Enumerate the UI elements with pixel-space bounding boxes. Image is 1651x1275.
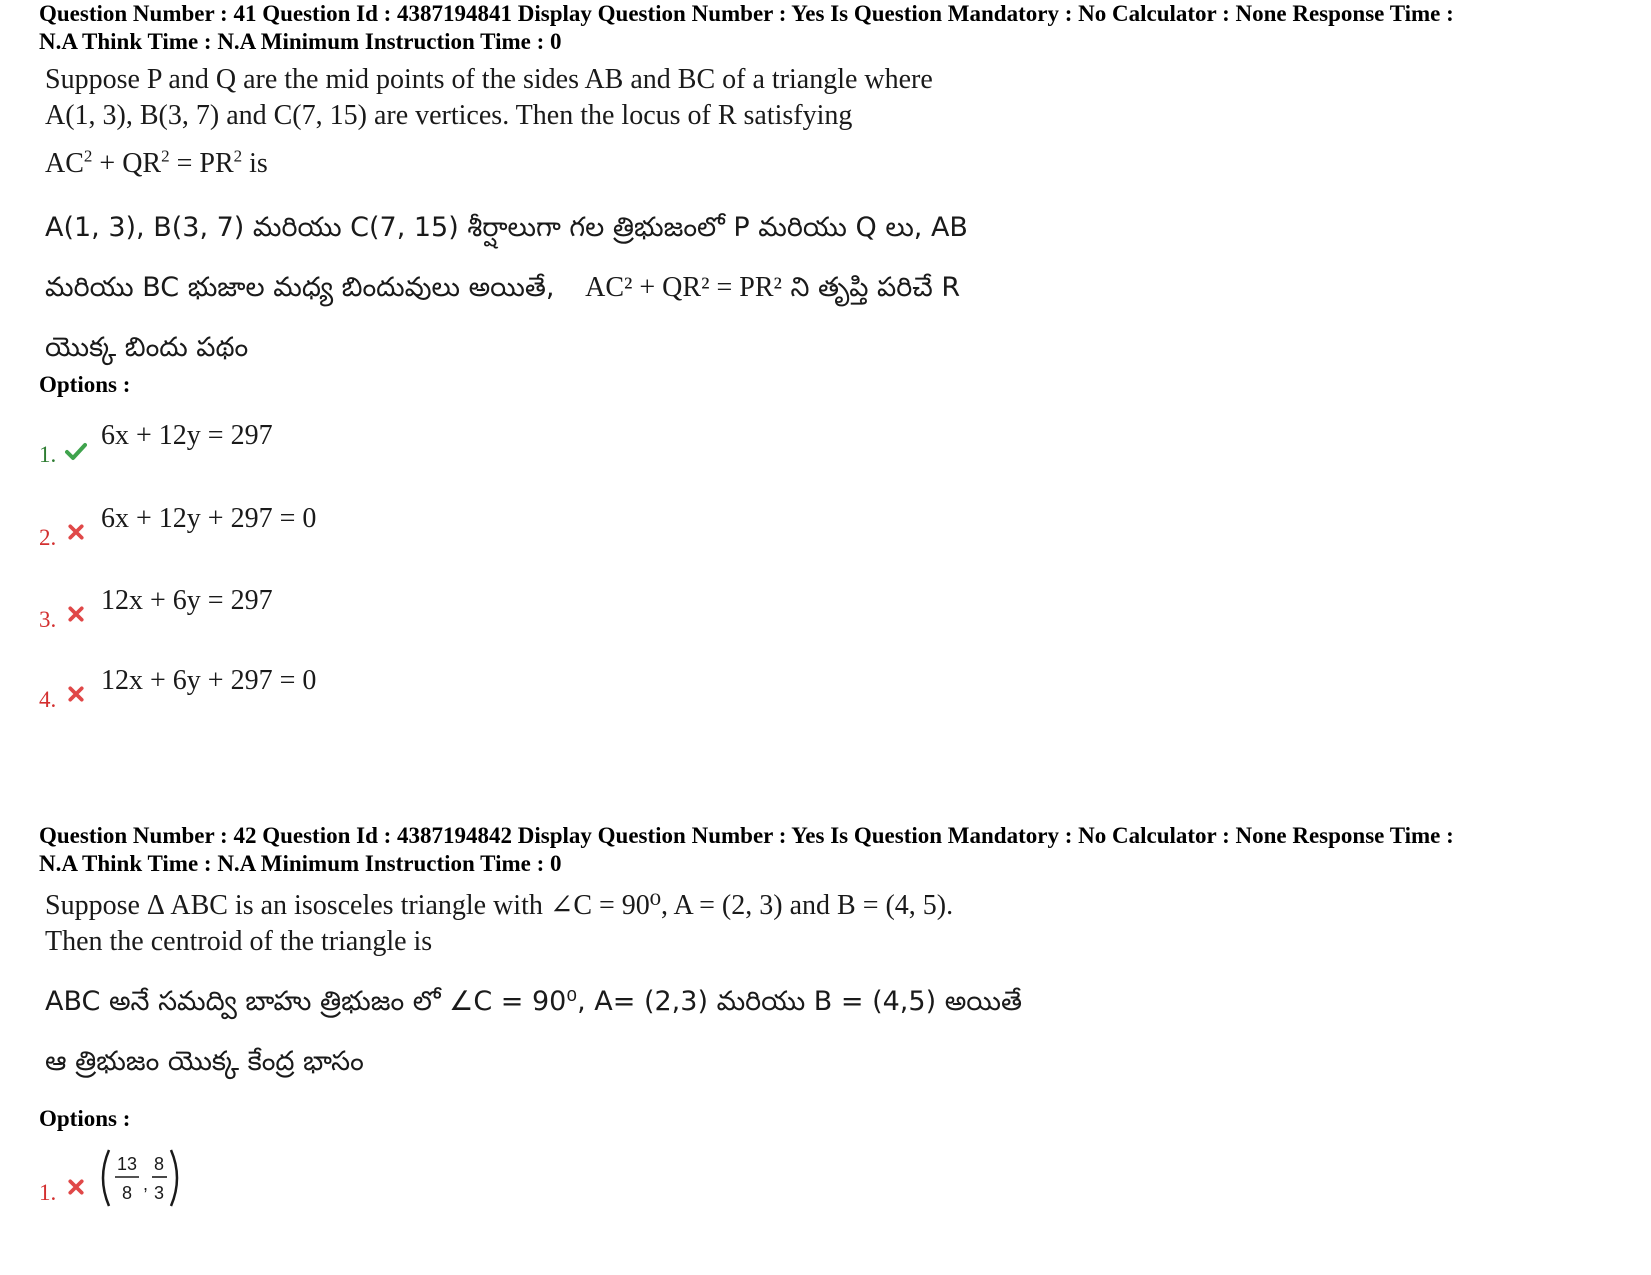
option-number: 4. xyxy=(39,687,57,712)
eq-ac: AC xyxy=(45,148,84,179)
q41-meta-line2: N.A Think Time : N.A Minimum Instruction Time : 0 xyxy=(39,29,562,54)
q41-telugu-line3: యొక్క బిందు పథం xyxy=(45,332,249,363)
q41-option-4[interactable] xyxy=(39,665,639,715)
eq-sq1: 2 xyxy=(83,146,93,166)
check-icon xyxy=(65,440,87,462)
fraction-comma: , xyxy=(143,1174,149,1194)
q41-option-3[interactable] xyxy=(39,585,639,635)
option-text: 12x + 6y = 297 xyxy=(101,585,273,616)
q41-meta-line1: Question Number : 41 Question Id : 4387194841 Display Question Number : Yes Is Question Mandatory : No Calculator : None Response Time : xyxy=(39,1,1454,26)
q41-english-text xyxy=(45,62,1145,182)
q41-option-2[interactable] xyxy=(39,503,639,553)
q42-meta-line2: N.A Think Time : N.A Minimum Instruction Time : 0 xyxy=(39,851,562,876)
te-line2-a: మరియు BC భుజాల మధ్య బిందువులు అయితే, xyxy=(45,272,555,303)
option-number: 1. xyxy=(39,442,57,467)
q41-options-label: Options : xyxy=(39,372,131,397)
option-number: 3. xyxy=(39,607,57,632)
q42-meta-line1: Question Number : 42 Question Id : 4387194842 Display Question Number : Yes Is Question Mandatory : No Calculator : None Response Time : xyxy=(39,823,1454,848)
option-text: 6x + 12y = 297 xyxy=(101,420,273,451)
eq-is: is xyxy=(242,148,268,179)
eq-pr: = PR xyxy=(169,148,234,179)
cross-icon xyxy=(67,605,85,623)
option-number: 2. xyxy=(39,525,57,550)
q41-telugu-line2 xyxy=(45,270,1145,306)
q42-options-label: Options : xyxy=(39,1106,131,1131)
q41-en-line1: Suppose P and Q are the mid points of the sides AB and BC of a triangle where xyxy=(45,64,933,95)
q42-english-text xyxy=(45,888,1145,960)
cross-icon xyxy=(67,523,85,541)
q42-meta xyxy=(39,822,1629,878)
q42-option-1[interactable] xyxy=(39,1152,639,1222)
te-line2-b: ని తృప్తి పరిచే R xyxy=(781,272,961,303)
fraction-b-denominator: 3 xyxy=(153,1183,165,1203)
eq-sq3: 2 xyxy=(233,146,243,166)
te-line2-eq: AC² + QR² = PR² xyxy=(585,272,782,303)
fraction-pair xyxy=(97,1146,187,1210)
q41-meta xyxy=(39,0,1629,56)
eq-qr: + QR xyxy=(92,148,162,179)
q41-equation xyxy=(45,146,1145,182)
q42-en-line1: Suppose Δ ABC is an isosceles triangle with ∠C = 90⁰, A = (2, 3) and B = (4, 5). xyxy=(45,890,954,921)
q42-telugu-line2: ఆ త్రిభుజం యొక్క కేంద్ర భాసం xyxy=(45,1046,364,1077)
cross-icon xyxy=(67,685,85,703)
q42-telugu-line1: ABC అనే సమద్వి బాహు త్రిభుజం లో ∠C = 90⁰, A= (2,3) మరియు B = (4,5) అయితే xyxy=(45,986,1023,1017)
fraction-a-numerator: 13 xyxy=(116,1154,138,1174)
q41-telugu-line1: A(1, 3), B(3, 7) మరియు C(7, 15) శీర్షాలుగా గల త్రిభుజంలో P మరియు Q లు, AB xyxy=(45,212,968,243)
fraction-b-numerator: 8 xyxy=(153,1154,165,1174)
q41-option-1[interactable] xyxy=(39,420,639,470)
option-text: 12x + 6y + 297 = 0 xyxy=(101,665,317,696)
option-text: 6x + 12y + 297 = 0 xyxy=(101,503,317,534)
q41-en-line2: A(1, 3), B(3, 7) and C(7, 15) are vertices. Then the locus of R satisfying xyxy=(45,100,853,131)
fraction-a-denominator: 8 xyxy=(121,1183,133,1203)
q42-en-line2: Then the centroid of the triangle is xyxy=(45,926,433,957)
cross-icon xyxy=(67,1178,85,1196)
eq-sq2: 2 xyxy=(161,146,170,166)
option-number: 1. xyxy=(39,1180,57,1205)
